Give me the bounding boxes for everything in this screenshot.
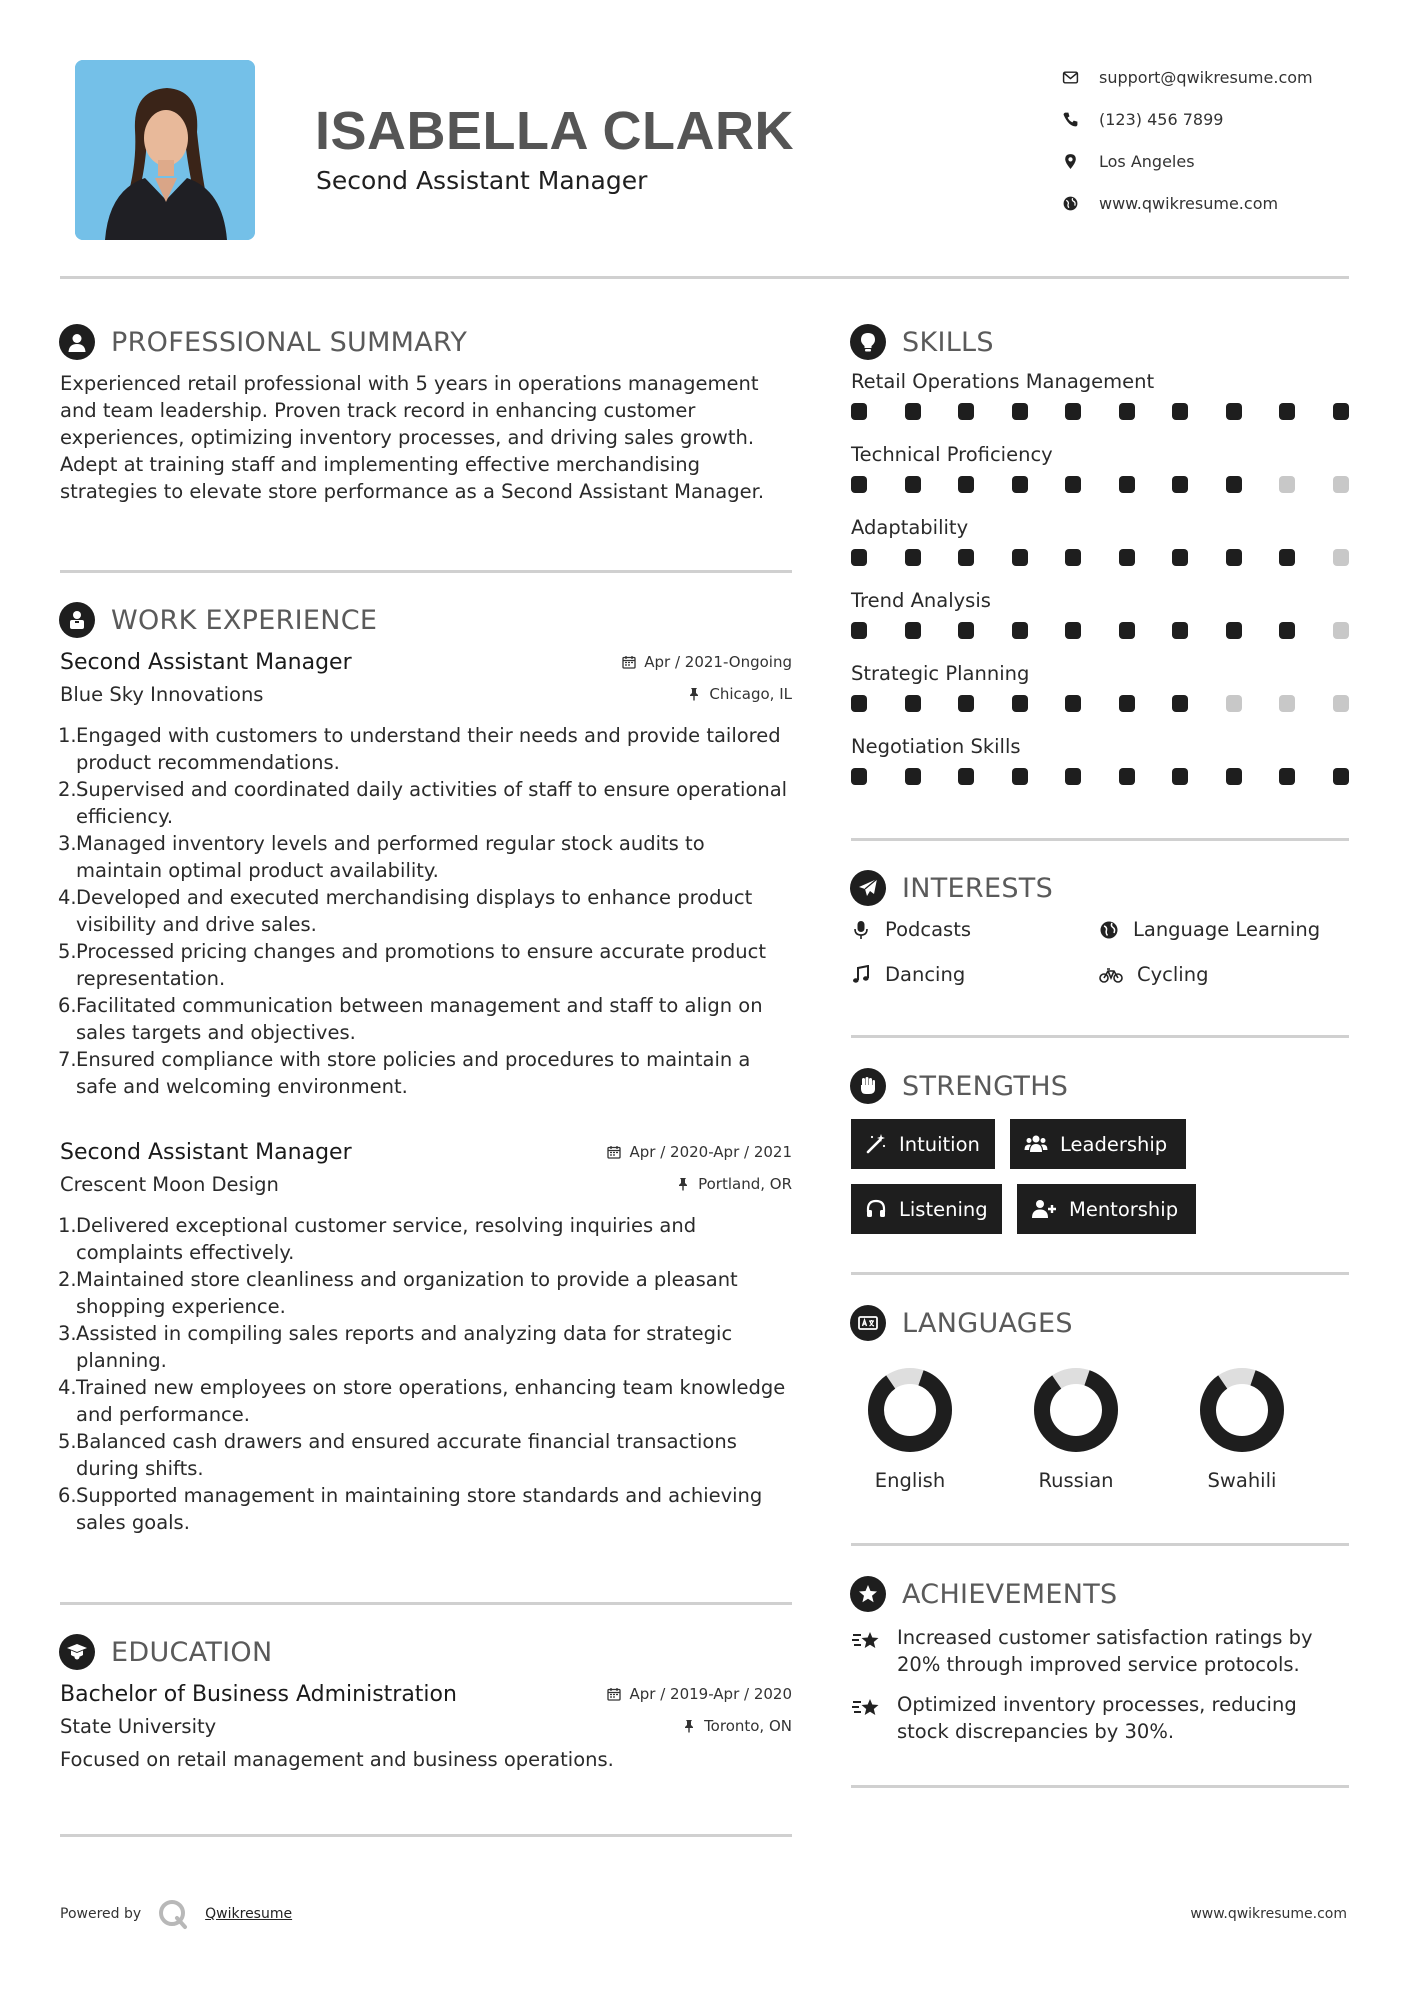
microphone-icon: [851, 920, 871, 940]
strength-tag: [851, 1119, 995, 1169]
interest-item: [851, 963, 965, 986]
rating-dot-filled: [1172, 549, 1188, 566]
skill-item: [851, 662, 1351, 715]
education-location-text: Toronto, ON: [704, 1717, 792, 1735]
strength-tag: [1010, 1119, 1186, 1169]
calendar-icon: [607, 1687, 621, 1701]
rating-dot-empty: [1333, 549, 1349, 566]
rating-dot-empty: [1226, 695, 1242, 712]
rating-dot-filled: [851, 476, 867, 493]
skill-item: [851, 370, 1351, 423]
section-title: PROFESSIONAL SUMMARY: [111, 326, 468, 358]
summary-text: Experienced retail professional with 5 years in operations management and team leadership. Proven track record in enhancing customer experiences, optimizing inventory processes, and driving sales growth. Adept at training staff and implementing effective merchandising strategies to elevate store performance as a Second Assistant Manager.: [60, 372, 765, 503]
school: State University: [60, 1715, 217, 1738]
achievement-item: [851, 1624, 1351, 1678]
skill-rating: [851, 403, 1351, 423]
rating-dot-filled: [1065, 549, 1081, 566]
language-item: [1177, 1365, 1307, 1492]
rating-dot-filled: [958, 549, 974, 566]
rating-dot-filled: [958, 695, 974, 712]
qwikresume-logo-icon: [157, 1898, 189, 1930]
job-location-text: Chicago, IL: [709, 685, 792, 703]
rating-dot-empty: [1333, 695, 1349, 712]
section-skills-header: [850, 324, 994, 360]
duty-item: 5. Processed pricing changes and promotions to ensure accurate product representation.: [58, 940, 766, 990]
rating-dot-filled: [851, 403, 867, 420]
candidate-name: ISABELLA CLARK: [315, 101, 794, 161]
rating-dot-filled: [1172, 403, 1188, 420]
education-dates: [607, 1685, 792, 1703]
rating-dot-filled: [1226, 549, 1242, 566]
rating-dot-filled: [1065, 403, 1081, 420]
duty-item: 5. Balanced cash drawers and ensured accurate financial transactions during shifts.: [58, 1430, 737, 1480]
contact-website[interactable]: [1062, 182, 1362, 224]
shooting-star-icon: [851, 1693, 883, 1723]
rating-dot-filled: [1279, 622, 1295, 639]
briefcase-user-icon: [59, 602, 95, 638]
interest-item: [851, 918, 971, 941]
rating-dot-filled: [958, 768, 974, 785]
section-summary-header: [59, 324, 467, 360]
duty-item: 6. Supported management in maintaining store standards and achieving sales goals.: [58, 1484, 763, 1534]
map-pin-icon: [1062, 153, 1079, 170]
section-divider: [60, 1602, 792, 1605]
education-dates-text: Apr / 2019-Apr / 2020: [629, 1685, 792, 1703]
rating-dot-filled: [1172, 476, 1188, 493]
skill-name: Retail Operations Management: [851, 370, 1155, 393]
rating-dot-filled: [1119, 403, 1135, 420]
rating-dot-filled: [1226, 403, 1242, 420]
job-dates-text: Apr / 2021-Ongoing: [644, 653, 792, 671]
section-title: STRENGTHS: [902, 1070, 1069, 1102]
rating-dot-filled: [1119, 622, 1135, 639]
rating-dot-filled: [905, 403, 921, 420]
rating-dot-filled: [1119, 768, 1135, 785]
education-description: Focused on retail management and business operations.: [60, 1748, 614, 1771]
raised-fist-icon: [850, 1068, 886, 1104]
graduation-cap-icon: [59, 1634, 95, 1670]
language-gauge: [1197, 1365, 1287, 1455]
duty-item: 3. Assisted in compiling sales reports and analyzing data for strategic planning.: [58, 1322, 733, 1372]
user-plus-icon: [1031, 1198, 1057, 1220]
skill-name: Adaptability: [851, 516, 969, 539]
candidate-title: Second Assistant Manager: [316, 166, 648, 195]
interest-label: Dancing: [885, 963, 966, 986]
job-dates: [607, 1143, 792, 1161]
strength-label: Leadership: [1060, 1132, 1168, 1156]
rating-dot-filled: [1172, 622, 1188, 639]
rating-dot-filled: [1065, 622, 1081, 639]
person-portrait-icon: [75, 60, 255, 240]
paper-plane-icon: [850, 870, 886, 906]
duty-item: 7. Ensured compliance with store policies and procedures to maintain a safe and welcoming environment.: [58, 1048, 751, 1098]
rating-dot-filled: [958, 476, 974, 493]
rating-dot-filled: [1065, 476, 1081, 493]
skill-item: [851, 443, 1351, 496]
pushpin-icon: [676, 1177, 690, 1191]
section-divider: [851, 1272, 1349, 1275]
skill-name: Negotiation Skills: [851, 735, 1021, 758]
rating-dot-empty: [1333, 622, 1349, 639]
rating-dot-filled: [1065, 695, 1081, 712]
interest-item: [1099, 918, 1320, 941]
duty-item: 4. Developed and executed merchandising displays to enhance product visibility and drive sales.: [58, 886, 753, 936]
rating-dot-filled: [1279, 403, 1295, 420]
rating-dot-filled: [1012, 768, 1028, 785]
star-badge-icon: [850, 1576, 886, 1612]
rating-dot-filled: [851, 622, 867, 639]
rating-dot-filled: [1172, 695, 1188, 712]
section-divider: [851, 1543, 1349, 1546]
section-divider: [851, 1785, 1349, 1788]
magic-wand-icon: [865, 1133, 887, 1155]
section-strengths-header: [850, 1068, 1068, 1104]
interest-label: Podcasts: [885, 918, 972, 941]
language-gauge: [1031, 1365, 1121, 1455]
rating-dot-filled: [1012, 476, 1028, 493]
contact-list: [1062, 56, 1362, 224]
duty-item: 2. Maintained store cleanliness and organization to provide a pleasant shopping experience.: [58, 1268, 738, 1318]
interest-label: Language Learning: [1133, 918, 1321, 941]
duty-item: 1. Engaged with customers to understand their needs and provide tailored product recommendations.: [58, 724, 781, 774]
job-dates-text: Apr / 2020-Apr / 2021: [629, 1143, 792, 1161]
rating-dot-filled: [1333, 403, 1349, 420]
contact-email[interactable]: [1062, 56, 1362, 98]
rating-dot-filled: [851, 768, 867, 785]
rating-dot-filled: [905, 768, 921, 785]
education-entry: [60, 1682, 792, 1771]
powered-by-text: Powered by: [60, 1906, 142, 1922]
rating-dot-filled: [905, 476, 921, 493]
rating-dot-filled: [1279, 768, 1295, 785]
rating-dot-filled: [1065, 768, 1081, 785]
achievement-text: Optimized inventory processes, reducing stock discrepancies by 30%.: [897, 1693, 1297, 1743]
rating-dot-filled: [851, 549, 867, 566]
rating-dot-filled: [1226, 622, 1242, 639]
language-label: Swahili: [1207, 1469, 1277, 1492]
section-divider: [60, 570, 792, 573]
calendar-icon: [622, 655, 636, 669]
strength-tag: [1017, 1184, 1196, 1234]
phone-icon: [1062, 111, 1079, 128]
achievement-text: Increased customer satisfaction ratings by 20% through improved service protocols.: [897, 1626, 1313, 1676]
section-achievements-header: [850, 1576, 1118, 1612]
language-item: [845, 1365, 975, 1492]
rating-dot-filled: [1226, 768, 1242, 785]
duty-item: 4. Trained new employees on store operations, enhancing team knowledge and performance.: [58, 1376, 786, 1426]
language-item: [1011, 1365, 1141, 1492]
section-divider: [60, 1834, 792, 1837]
contact-text: www.qwikresume.com: [1099, 193, 1279, 213]
section-title: ACHIEVEMENTS: [902, 1578, 1118, 1610]
contact-text: (123) 456 7899: [1099, 109, 1224, 129]
rating-dot-filled: [1012, 622, 1028, 639]
skill-name: Trend Analysis: [851, 589, 991, 612]
rating-dot-empty: [1333, 476, 1349, 493]
education-location: [682, 1717, 792, 1735]
footer-url[interactable]: www.qwikresume.com: [1190, 1906, 1347, 1922]
rating-dot-filled: [1279, 549, 1295, 566]
rating-dot-filled: [1119, 549, 1135, 566]
rating-dot-filled: [1333, 768, 1349, 785]
section-title: LANGUAGES: [902, 1307, 1073, 1339]
duty-item: 2. Supervised and coordinated daily activities of staff to ensure operational efficiency.: [58, 778, 788, 828]
music-note-icon: [851, 965, 871, 985]
header-divider: [60, 276, 1349, 279]
duty-item: 6. Facilitated communication between management and staff to align on sales targets and objectives.: [58, 994, 763, 1044]
duty-item: 3. Managed inventory levels and performed regular stock audits to maintain optimal product availability.: [58, 832, 705, 882]
contact-location: [1062, 140, 1362, 182]
gauge-fill: [1208, 1376, 1276, 1444]
user-icon: [59, 324, 95, 360]
globe-icon: [1062, 195, 1079, 212]
rating-dot-filled: [1012, 549, 1028, 566]
skill-rating: [851, 476, 1351, 496]
rating-dot-filled: [905, 695, 921, 712]
section-title: EDUCATION: [111, 1636, 273, 1668]
gauge-fill: [1042, 1376, 1110, 1444]
section-divider: [851, 1035, 1349, 1038]
degree: Bachelor of Business Administration: [60, 1682, 457, 1707]
calendar-icon: [607, 1145, 621, 1159]
section-title: WORK EXPERIENCE: [111, 604, 378, 636]
interest-item: [1099, 963, 1208, 986]
rating-dot-filled: [905, 622, 921, 639]
job-location-text: Portland, OR: [698, 1175, 792, 1193]
bicycle-icon: [1099, 965, 1123, 985]
profile-photo: [75, 60, 255, 240]
strength-label: Listening: [899, 1197, 988, 1221]
rating-dot-filled: [958, 403, 974, 420]
achievement-item: [851, 1691, 1351, 1745]
headphones-icon: [865, 1198, 887, 1220]
footer-powered-by: [60, 1898, 292, 1930]
language-gauge: [865, 1365, 955, 1455]
section-education-header: [59, 1634, 272, 1670]
skill-name: Strategic Planning: [851, 662, 1030, 685]
job-entry: [60, 650, 792, 1100]
pushpin-icon: [687, 687, 701, 701]
contact-text: support@qwikresume.com: [1099, 67, 1313, 87]
duty-list: [60, 1212, 792, 1536]
rating-dot-filled: [1119, 695, 1135, 712]
rating-dot-empty: [1279, 476, 1295, 493]
rating-dot-filled: [1012, 695, 1028, 712]
skill-rating: [851, 622, 1351, 642]
strength-label: Mentorship: [1069, 1197, 1179, 1221]
rating-dot-filled: [958, 622, 974, 639]
brand-link[interactable]: Qwikresume: [205, 1906, 293, 1922]
skill-item: [851, 589, 1351, 642]
contact-phone[interactable]: [1062, 98, 1362, 140]
language-card-icon: [850, 1305, 886, 1341]
duty-item: 1. Delivered exceptional customer service, resolving inquiries and complaints effectively.: [58, 1214, 697, 1264]
users-icon: [1024, 1133, 1048, 1155]
rating-dot-filled: [1012, 403, 1028, 420]
strength-label: Intuition: [899, 1132, 980, 1156]
job-entry: [60, 1140, 792, 1536]
rating-dot-empty: [1279, 695, 1295, 712]
contact-text: Los Angeles: [1099, 151, 1195, 171]
rating-dot-filled: [1119, 476, 1135, 493]
skill-name: Technical Proficiency: [851, 443, 1053, 466]
rating-dot-filled: [1172, 768, 1188, 785]
globe-icon: [1099, 920, 1119, 940]
skill-rating: [851, 768, 1351, 788]
shooting-star-icon: [851, 1626, 883, 1656]
skill-rating: [851, 695, 1351, 715]
section-title: SKILLS: [902, 326, 994, 358]
language-label: Russian: [1038, 1469, 1114, 1492]
skill-item: [851, 735, 1351, 788]
section-languages-header: [850, 1305, 1073, 1341]
job-company: Crescent Moon Design: [60, 1173, 279, 1196]
language-label: English: [874, 1469, 946, 1492]
section-interests-header: [850, 870, 1053, 906]
envelope-icon: [1062, 69, 1079, 86]
rating-dot-filled: [1226, 476, 1242, 493]
strength-tag: [851, 1184, 1002, 1234]
pushpin-icon: [682, 1719, 696, 1733]
job-dates: [622, 653, 792, 671]
job-location: [676, 1175, 792, 1193]
rating-dot-filled: [905, 549, 921, 566]
duty-list: [60, 722, 792, 1100]
lightbulb-icon: [850, 324, 886, 360]
section-work-header: [59, 602, 377, 638]
job-location: [687, 685, 792, 703]
skill-rating: [851, 549, 1351, 569]
job-title: Second Assistant Manager: [60, 650, 352, 675]
job-company: Blue Sky Innovations: [60, 683, 264, 706]
interest-label: Cycling: [1137, 963, 1209, 986]
section-divider: [851, 838, 1349, 841]
skill-item: [851, 516, 1351, 569]
gauge-fill: [876, 1376, 944, 1444]
rating-dot-filled: [851, 695, 867, 712]
section-title: INTERESTS: [902, 872, 1054, 904]
job-title: Second Assistant Manager: [60, 1140, 352, 1165]
